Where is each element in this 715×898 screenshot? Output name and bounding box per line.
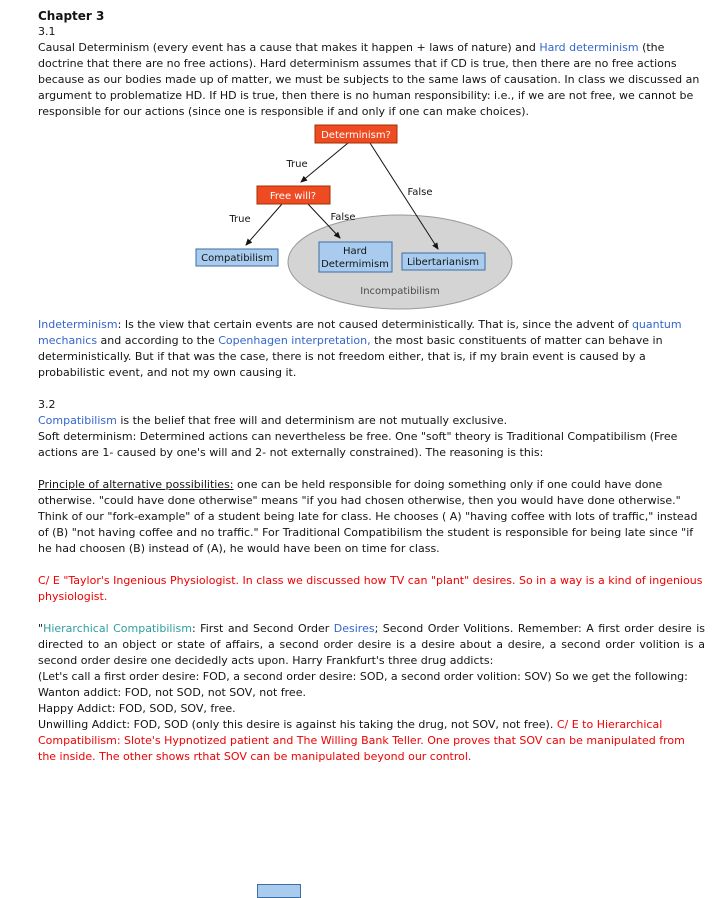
chapter-heading bbox=[0, 8, 715, 24]
line-wanton-addict bbox=[0, 685, 715, 701]
edge-label-true-1: True bbox=[286, 159, 308, 170]
paragraph-unwilling-addict bbox=[0, 717, 715, 765]
text-segment: the most basic constituents of matter can behave in deterministically. But if that was the case, there is not freedom either, that is, if my brain event is caused by a probabilistic event, and not my own causing it. bbox=[38, 334, 663, 379]
hyperlink[interactable]: quantum mechanics bbox=[38, 318, 682, 347]
text-segment: 3.2 bbox=[38, 398, 56, 411]
determinism-label: Determinism? bbox=[321, 130, 391, 141]
flowchart-diagram bbox=[0, 122, 715, 317]
compatibilism-label: Compatibilism bbox=[201, 253, 273, 264]
text-segment: Happy Addict: FOD, SOD, SOV, free. bbox=[38, 702, 236, 715]
text-segment: C/ E "Taylor's Ingenious Physiologist. In class we discussed how TV can "plant" desires. So in a way is a kind of ingenious physiologist. bbox=[38, 574, 703, 603]
text-segment: Unwilling Addict: FOD, SOD (only this desire is against his taking the drug, not SOV, not free). bbox=[38, 718, 557, 731]
libertarianism-label: Libertarianism bbox=[406, 257, 480, 268]
text-segment: Causal Determinism (every event has a cause that makes it happen + laws of nature) and bbox=[38, 41, 540, 54]
paragraph-counterexample-taylor bbox=[0, 573, 715, 605]
arrow-freewill-true bbox=[246, 204, 282, 245]
paragraph-indeterminism bbox=[0, 317, 715, 381]
text-segment: 3.1 bbox=[38, 25, 56, 38]
hard-determinism-label-line1: Hard bbox=[343, 246, 367, 257]
arrow-determinism-true bbox=[301, 143, 348, 182]
text-segment: : Is the view that certain events are not caused deterministically. That is, since the advent of bbox=[117, 318, 632, 331]
text-segment: Soft determinism: Determined actions can nevertheless be free. One "soft" theory is Traditional Compatibilism (Free actions are 1- caused by one's will and 2- not externally constrained). The reasoning is this: bbox=[38, 430, 678, 459]
hyperlink[interactable]: Desires bbox=[333, 622, 375, 635]
partial-diagram-box-next-page bbox=[257, 884, 301, 898]
paragraph-soft-determinism bbox=[0, 429, 715, 461]
paragraph-compatibilism bbox=[0, 413, 715, 429]
text-segment: C/ E to Hierarchical Compatibilism: Slote's Hypnotized patient and The Willing Bank Teller. One proves that SOV can be manipulated from the inside. The other shows rthat SOV can be manipulated beyond our control. bbox=[38, 718, 685, 763]
text-segment: " bbox=[38, 622, 44, 635]
text-segment: (the doctrine that there are no free actions). Hard determinism assumes that if CD is true, then there are no free actions because as our bodies made up of matter, we must be subjects to the same laws of causation. In class we discussed an argument to problematize HD. If HD is true, then there is no human responsibility: i.e., if we are not free, we cannot be responsible for our actions (since one is responsible if and only if one can make choices). bbox=[38, 41, 700, 118]
text-segment: and according to the bbox=[97, 334, 219, 347]
hard-determinism-label-line2: Determimism bbox=[321, 259, 389, 270]
text-segment: is the belief that free will and determinism are not mutually exclusive. bbox=[116, 414, 508, 427]
edge-label-false-1: False bbox=[407, 187, 433, 198]
text-segment: Chapter 3 bbox=[38, 9, 105, 23]
paragraph-alternative-possibilities bbox=[0, 477, 715, 557]
line-happy-addict bbox=[0, 701, 715, 717]
free-will-label: Free will? bbox=[269, 191, 317, 202]
hyperlink[interactable]: Indeterminism bbox=[38, 318, 118, 331]
paragraph-hierarchical-compatibilism bbox=[0, 621, 715, 669]
hyperlink[interactable]: Hard determinism bbox=[539, 41, 639, 54]
edge-label-false-2: False bbox=[330, 212, 356, 223]
text-segment: Principle of alternative possibilities: bbox=[38, 478, 234, 491]
text-segment: one can be held responsible for doing something only if one could have done otherwise. "could have done otherwise" means "if you had chosen otherwise, then you would have done otherwise." Think of our "fork-example" of a student being late for class. He chooses ( A) "having coffee with lots of traffic," instead of (B) "not having coffee and no traffic." For Traditional Compatibilism the student is responsible for being late since "if he had choosen (B) instead of (A), he would have been on time for class. bbox=[38, 478, 698, 555]
edge-label-true-2: True bbox=[229, 214, 251, 225]
section-number-3-1 bbox=[0, 24, 715, 40]
hyperlink[interactable]: Compatibilism bbox=[38, 414, 117, 427]
paragraph-fod-sod-sov bbox=[0, 669, 715, 685]
section-number-3-2 bbox=[0, 397, 715, 413]
text-segment: : First and Second Order bbox=[191, 622, 334, 635]
text-segment: (Let's call a first order desire: FOD, a second order desire: SOD, a second order volition: SOV) So we get the following: bbox=[38, 670, 688, 683]
text-segment: ; Second Order Volitions. Remember: A first order desire is directed to an object or state of affairs, a second order desire is a desire about a desire, a second order volition is a second order desire one decidedly acts upon. Harry Frankfurt's three drug addicts: bbox=[38, 622, 705, 667]
text-segment: Wanton addict: FOD, not SOD, not SOV, not free. bbox=[38, 686, 306, 699]
incompatibilism-group-label: Incompatibilism bbox=[360, 286, 440, 297]
text-segment: Hierarchical Compatibilism bbox=[43, 622, 192, 635]
hyperlink[interactable]: Copenhagen interpretation, bbox=[218, 334, 371, 347]
paragraph-causal-determinism bbox=[0, 40, 715, 120]
